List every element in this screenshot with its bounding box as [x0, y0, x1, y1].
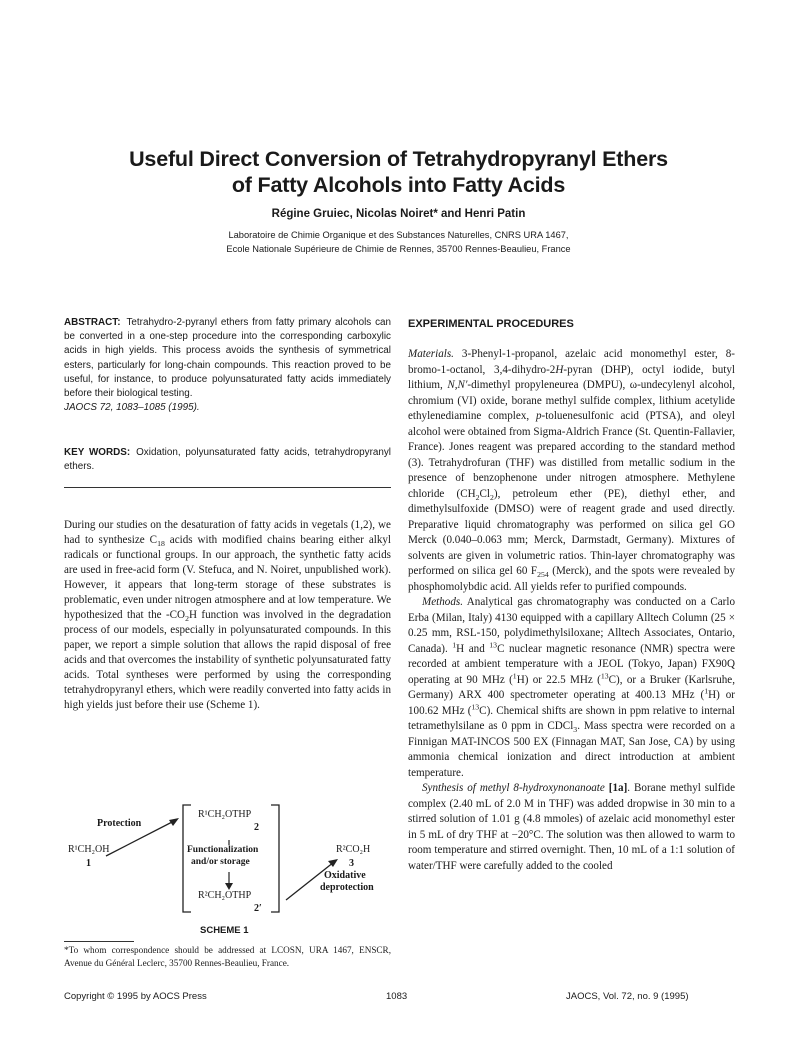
materials-ital-2: N,N′: [447, 379, 468, 391]
synthesis-paragraph: [408, 781, 735, 874]
intro-paragraph: [64, 518, 391, 713]
scheme-1: [64, 800, 391, 935]
keywords-text: Oxidation, polyunsaturated fatty acids, tetrahydropyranyl ethers.: [64, 447, 391, 473]
keywords-label: KEY WORDS:: [64, 447, 131, 458]
materials-sub-2: 2: [490, 492, 494, 502]
abstract-text: Tetrahydro-2-pyranyl ethers from fatty primary alcohols can be converted in a one-step procedure into the corresponding carboxylic acids in high yields. This process avoids the synthesis of symmetrical esters, particularly for long-chain compounds. This reaction proved to be useful, for instance, to produce polyunsaturated fatty acids immediately before their biological testing.: [64, 317, 391, 400]
page-number: 1083: [386, 991, 408, 1002]
methods-text-5: C), or a Bruker (Karlsruhe, Germany) ARX 400 spectrometer operating at 400.13 MHz (: [408, 673, 735, 701]
scheme-thp-ether-2: R²CH₂OTHP: [198, 890, 252, 901]
footer-copyright: Copyright © 1995 by AOCS Press: [64, 991, 207, 1002]
article-title: [100, 146, 697, 198]
scheme-protection-label: Protection: [97, 818, 142, 829]
materials-text-7: (Merck), and the spots were revealed by phosphomolybdic acid. All yields refer to purified compounds.: [408, 565, 736, 593]
materials-text-6: ), petroleum ether (PE), diethyl ether, and dimethylsulfoxide (DMSO) were of reagent grade and used directly. Preparative liquid chromatography was performed on silica gel GO Merck (0.040–0.063 mm; Merck, Darmstadt, Germany). Mixtures of solvents are given in volumetric ratios. Thin-layer chromatography was performed on silica gel 60 F: [408, 487, 735, 577]
methods-text-4: H) or 22.5 MHz (: [516, 673, 601, 686]
materials-paragraph: [408, 347, 735, 595]
author-list: Régine Gruiec, Nicolas Noiret* and Henri Patin: [271, 208, 526, 220]
materials-sub-1: 2: [475, 492, 480, 502]
synthesis-text: . Borane methyl sulfide complex (2.40 mL of 2.0 M in THF) was added dropwise in 30 min to a stirred solution of 1.01 g (4.8 mmoles) of azelaic acid monomethyl ester in 5 mL of dry THF at −20°C. The solution was then allowed to warm to room temperature and stirred overnight. Then, 10 mL of a 1:1 solution of water/THF were carefully added to the cooled: [408, 782, 735, 872]
materials-text-1: 3-Phenyl-1-propanol, azelaic acid monomethyl ester, 8-bromo-1-octanol, 3,4-dihydro-2: [408, 348, 735, 376]
methods-text-7: C). Chemical shifts are shown in ppm relative to internal tetramethylsilane as 0 ppm in CDCl: [408, 704, 735, 732]
intro-text-b: acids with modified chains bearing either alkyl radicals or functional groups. In our approach, the synthetic fatty acids are used in free-acid form (V. Stefuca, and N. Noiret, unpublished work). However, it appears that long-term storage of these substrates is problematic, even under nitrogen atmosphere and at low temperature. We hypothesized that the -CO: [64, 534, 392, 621]
materials-ital-1: H: [555, 363, 564, 376]
materials-text-3: -dimethyl propyleneurea (DMPU), ω-undecylenyl alcohol, chromium (VI) oxide, borane methyl sulfide complex, lithium acetylide ethylenediamine complex,: [408, 379, 735, 422]
left-bracket: [183, 805, 191, 912]
scheme-oxidative: Oxidative: [324, 870, 366, 881]
abstract-label: ABSTRACT:: [64, 317, 121, 328]
title-line-2: of Fatty Alcohols into Fatty Acids: [231, 173, 566, 197]
synthesis-ref: [1a]: [608, 782, 628, 794]
methods-text-1: Analytical gas chromatography was conducted on a Carlo Erba (Milan, Italy) 4130 equipped with a capillary Alltech Column (25 × 0.25 mm, RSL-150, polydimethylsiloxane; Alltech Associates, Ontario, Canada).: [408, 596, 735, 655]
scheme-caption: SCHEME 1: [200, 925, 249, 936]
materials-text-5: Cl: [479, 487, 491, 500]
methods-label: Methods.: [422, 596, 463, 608]
right-bracket: [271, 805, 279, 912]
abstract: [64, 316, 391, 415]
methods-sup-6: 13: [471, 701, 480, 711]
abstract-citation: JAOCS 72, 1083–1085 (1995).: [64, 402, 200, 414]
materials-text-2: -pyran (DHP), octyl iodide, butyl lithium,: [408, 363, 735, 391]
scheme-start-compound: R¹CH₂OH: [68, 844, 110, 855]
methods-sup-4: 13: [600, 670, 609, 680]
methods-sup-1: 1: [452, 639, 457, 649]
materials-sub-3: 254: [537, 570, 549, 580]
footnote: *To whom correspondence should be addressed at LCOSN, URA 1467, ENSCR, Avenue du Général Leclerc, 35700 Rennes-Beaulieu, France.: [64, 945, 391, 968]
scheme-start-number: 1: [86, 858, 91, 869]
protection-arrowhead: [169, 818, 179, 826]
methods-text-3: C nuclear magnetic resonance (NMR) spectra were recorded at ambient temperature with a JEOL (Tokyo, Japan) FX90Q operating at 90 MHz (: [408, 642, 735, 686]
scheme-thp-number-2: 2′: [254, 903, 262, 914]
introduction: [64, 518, 391, 713]
intro-text-c: H function was involved in the degradation process of our models, especially in polyunsaturated compounds. In this paper, we report a simple solution that allows the rapid disposal of free acids and that overcomes the instability of synthetic polyunsaturated fatty acids. Total syntheses were performed by using the corresponding tetrahydropyranyl ethers, which were readily converted into fatty acids in high yields just before their use (Scheme 1).: [64, 609, 391, 711]
scheme-product: R²CO₂H: [336, 844, 371, 855]
affiliation-line-2: Ecole Nationale Supérieure de Chimie de Rennes, 35700 Rennes-Beaulieu, France: [226, 244, 571, 254]
intro-sub-2: 2: [185, 614, 189, 624]
scheme-storage: and/or storage: [191, 857, 250, 867]
methods-sup-3: 1: [512, 670, 517, 680]
synthesis-label: Synthesis of methyl 8-hydroxynonanoate: [422, 782, 605, 794]
experimental-procedures: [408, 347, 735, 874]
footnote-divider: [64, 941, 134, 942]
scheme-product-number: 3: [349, 858, 354, 869]
intro-sub-18: 18: [157, 539, 165, 549]
keywords: [64, 446, 391, 474]
methods-paragraph: [408, 595, 735, 781]
section-heading: EXPERIMENTAL PROCEDURES: [408, 318, 574, 330]
methods-text-6: H) or 100.62 MHz (: [408, 689, 735, 717]
methods-text-2: H and: [456, 642, 490, 655]
abstract-divider: [64, 487, 391, 488]
materials-text-4: -toluenesulfonic acid (PTSA), and oleyl alcohol were obtained from Sigma-Aldrich France (St. Quentin-Fallavier, France). Jones reagent was prepared according to the standard method (3). Tetrahydrofuran (THF) was distilled from metallic sodium in the presence of benzophenone under nitrogen atmosphere. Methylene chloride (CH: [408, 410, 735, 500]
intro-text-a: During our studies on the desaturation of fatty acids in vegetals (1,2), we had to synthesize C: [64, 519, 391, 546]
materials-ital-3: p: [535, 410, 542, 422]
scheme-thp-number: 2: [254, 822, 259, 833]
deprotection-arrow: [286, 862, 334, 900]
affiliation: [100, 228, 697, 256]
methods-text-8: . Mass spectra were recorded on a Finnigan MAT-INCOS 500 EX (Finnagan MAT, San Jose, CA) by using ammonia chemical ionization and direct introduction at ambient temperature.: [408, 720, 736, 779]
affiliation-line-1: Laboratoire de Chimie Organique et des Substances Naturelles, CNRS URA 1467,: [228, 230, 569, 240]
title-line-1: Useful Direct Conversion of Tetrahydropyranyl Ethers: [129, 147, 668, 171]
methods-sub-7: 3: [573, 725, 578, 735]
scheme-deprotection: deprotection: [320, 882, 374, 893]
footer-journal: JAOCS, Vol. 72, no. 9 (1995): [566, 991, 689, 1002]
methods-sup-2: 13: [489, 639, 498, 649]
scheme-thp-ether: R¹CH₂OTHP: [198, 809, 252, 820]
func-arrowhead: [225, 883, 233, 890]
scheme-functionalization: Functionalization: [187, 845, 259, 855]
materials-label: Materials.: [408, 348, 454, 360]
methods-sup-5: 1: [704, 686, 709, 696]
